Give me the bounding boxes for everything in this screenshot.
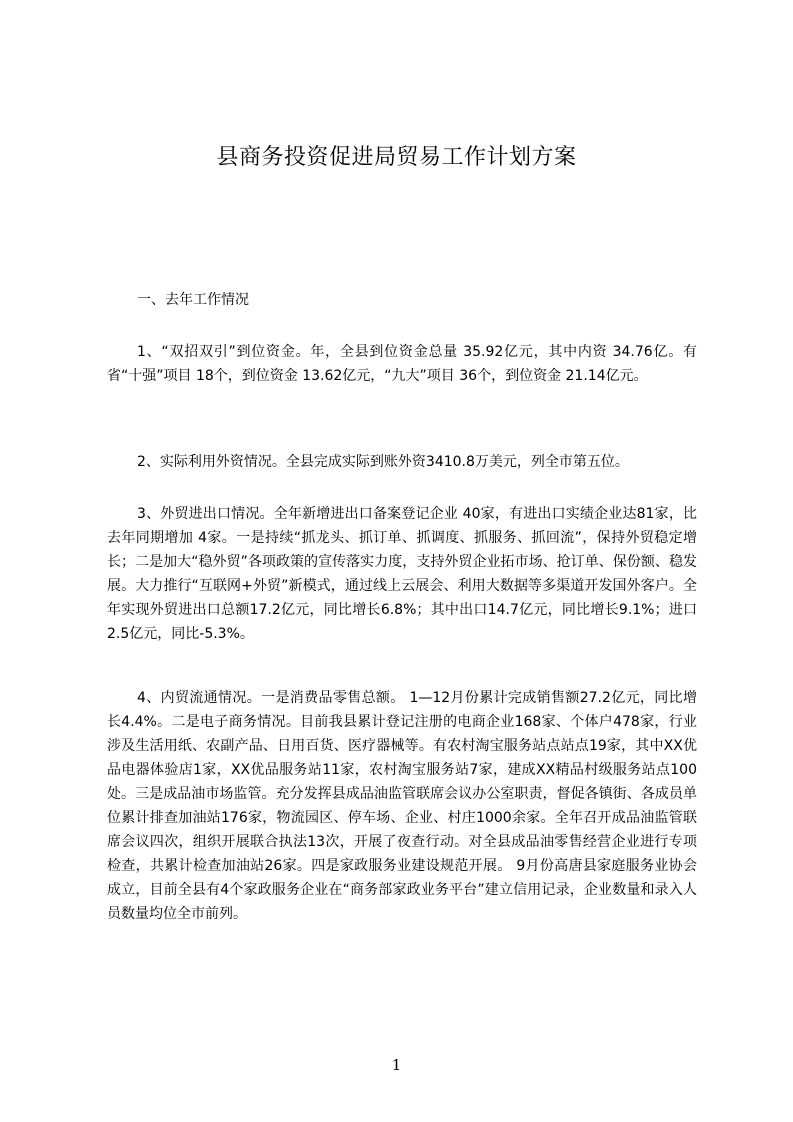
paragraph-investment-funds: 1、“双招双引”到位资金。年，全县到位资金总量 35.92亿元，其中内资 34.76亿。有省“十强”项目 18个，到位资金 13.62亿元，“九大”项目 36个，到位资金 21.14亿元。: [107, 344, 697, 384]
paragraph-foreign-investment: 2、实际利用外资情况。全县完成实际到账外资3410.8万美元，列全市第五位。: [137, 454, 629, 470]
document-title: 县商务投资促进局贸易工作计划方案: [216, 145, 577, 170]
page-number: 1: [391, 1056, 402, 1074]
section-heading: 一、去年工作情况: [137, 292, 249, 308]
paragraph-foreign-trade: 3、外贸进出口情况。全年新增进出口备案登记企业 40家，有进出口实绩企业达81家，比去年同期增加 4家。一是持续“抓龙头、抓订单、抓调度、抓服务、抓回流”，保持外贸稳定增长；二是加大“稳外贸”各项政策的宣传落实力度，支持外贸企业拓市场、抢订单、保份额、稳发展。大力推行“互联网+外贸”新模式，通过线上云展会、利用大数据等多渠道开发国外客户。全年实现外贸进出口总额17.2亿元，同比增长6.8%；其中出口14.7亿元，同比增长9.1%；进口2.5亿元，同比-5.3%。: [107, 506, 697, 642]
paragraph-domestic-trade: 4、内贸流通情况。一是消费品零售总额。 1—12月份累计完成销售额27.2亿元，同比增长4.4%。二是电子商务情况。目前我县累计登记注册的电商企业168家、个体户478家，行业涉及生活用纸、农副产品、日用百货、医疗器械等。有农村淘宝服务站点站点19家，其中XX优品电器体验店1家，XX优品服务站11家，农村淘宝服务站7家，建成XX精品村级服务站点100处。三是成品油市场监管。充分发挥县成品油监管联席会议办公室职责，督促各镇街、各成员单位累计排查加油站176家，物流园区、停车场、企业、村庄1000余家。全年召开成品油监管联席会议四次，组织开展联合执法13次，开展了夜查行动。对全县成品油零售经营企业进行专项检查，共累计检查加油站26家。四是家政服务业建设规范开展。 9月份高唐县家庭服务业协会成立，目前全县有4个家政服务企业在“商务部家政业务平台”建立信用记录，企业数量和录入人员数量均位全市前列。: [107, 690, 697, 922]
